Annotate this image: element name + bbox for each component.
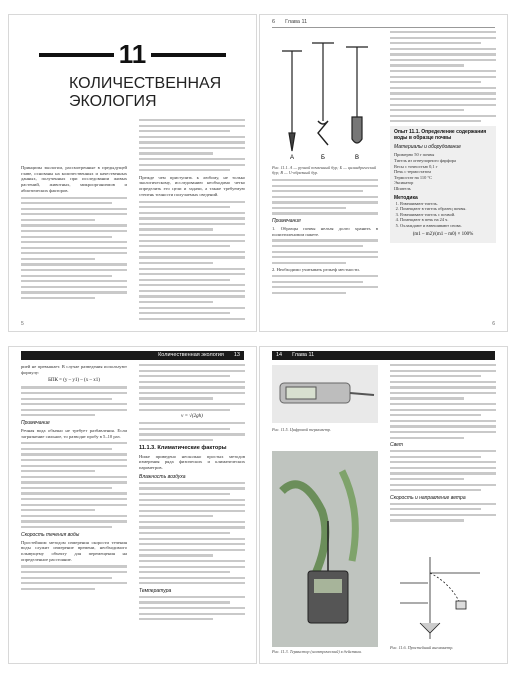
page-spread-top	[8, 14, 508, 332]
velocity-formula: v = √(2gh)	[181, 414, 203, 420]
material-item: Термостат на 110 °C	[394, 174, 433, 180]
anemometer-diagram	[390, 543, 496, 643]
header-chapter: Количественная экология	[158, 352, 224, 358]
materials-list	[394, 152, 492, 191]
material-item: Весы с точностью 0,1 г	[394, 163, 438, 169]
method-steps	[394, 201, 492, 229]
material-item: Печь с термостатом	[394, 169, 431, 175]
experiment-box	[390, 126, 496, 242]
method-step: 3. Взвешивают тигель с почвой.	[400, 212, 492, 218]
text-lines	[139, 364, 245, 411]
wind-heading: Скорость и направление ветра	[390, 494, 466, 501]
paragraph: рией не превышает. В случае разведения используют формулу:	[21, 364, 127, 375]
running-header	[272, 351, 495, 360]
text-lines	[139, 482, 245, 585]
note-item-1: 1. Образцы почвы нельзя долго хранить в полиэтиленовом пакете.	[272, 226, 378, 237]
velocity-heading: Скорость течения воды	[21, 531, 80, 538]
text-lines	[390, 450, 496, 491]
figure-caption: Рис. 11.5. Цифровой термометр.	[272, 427, 332, 432]
page14-right-column	[390, 364, 496, 525]
material-item: Эксикатор	[394, 180, 414, 186]
humidity-heading: Влажность воздуха	[139, 473, 186, 480]
experiment-title: Опыт 11.1. Определение содержания воды в образце почвы	[394, 129, 487, 142]
materials-heading: Материалы и оборудование	[394, 144, 461, 151]
header-page-number: 13	[233, 352, 240, 358]
intro-paragraph-2: Прежде чем приступить к любому, не только экологическому, исследованию необходимо четко определить его цели и задачи, а также требуемую степень точности получаемых сведений.	[139, 174, 245, 197]
chapter-title-line-2: ЭКОЛОГИЯ	[69, 93, 157, 110]
intro-paragraph: Принципы экологии, рассмотренные в предыдущей главе, основаны на количественных и качественных данных, полученных при исследовании живых растений, животных, микроорганизмов и абиотических факторов.	[21, 165, 127, 193]
method-step: 4. Помещают в печь на 24 ч.	[400, 217, 492, 223]
page-13	[8, 346, 257, 664]
text-lines	[272, 239, 378, 264]
soil-auger-figure	[272, 33, 378, 161]
svg-text:А: А	[290, 155, 295, 161]
digital-thermometer-figure	[272, 365, 378, 423]
method-step: 1. Взвешивают тигель.	[400, 201, 492, 207]
text-lines	[390, 503, 496, 522]
notes-text: Речная вода обычно не требует разбавления. Если загрязнение сильное, то разводят пробу в 5–10 раз.	[21, 427, 127, 439]
climate-text: Ниже приведено несколько простых методов измерения ряда физических и климатических параметров.	[139, 453, 245, 471]
material-item: Примерно 50 г почвы	[394, 152, 435, 158]
bod-formula: БПК = (y – y1) – (x – x1)	[48, 378, 100, 384]
notes-heading: Примечание	[21, 419, 50, 426]
header-chapter: Глава 11	[292, 352, 315, 358]
light-heading: Свет	[390, 442, 404, 449]
header-page-number: 14	[276, 352, 283, 358]
page-14	[259, 346, 508, 664]
method-step: 5. Охлаждают и взвешивают снова.	[400, 223, 492, 229]
svg-text:В: В	[355, 155, 360, 161]
page13-right-column	[139, 364, 245, 624]
text-lines	[272, 179, 378, 215]
text-lines	[21, 442, 127, 528]
chapter-title	[69, 75, 236, 111]
text-lines	[390, 31, 496, 122]
header-page-number: 6	[272, 19, 276, 25]
thermistor-photo	[272, 451, 378, 647]
page-6	[259, 14, 508, 332]
page-number: 5	[21, 321, 24, 327]
figure-caption: Рис. 11.6. Простейший анемометр.	[390, 645, 454, 650]
text-lines	[139, 201, 245, 320]
figure-caption: Рис. 11.3. Термистор (электрический) в действии.	[272, 649, 362, 654]
page6-left-column	[272, 165, 378, 297]
text-lines	[272, 275, 378, 294]
material-item: Шпатель	[394, 186, 411, 191]
chapter-title-line-1: КОЛИЧЕСТВЕННАЯ	[69, 75, 222, 92]
running-header	[272, 19, 495, 28]
note-item-2: 2. Необходимо учитывать рельеф местности.	[272, 267, 360, 273]
text-lines	[390, 364, 496, 439]
chapter-opener-page	[8, 14, 257, 332]
velocity-text: Простейшим методом измерения скорости течения воды служит измерение времени, необходимого плывущему объекту для перемещения на определенное расстояние.	[21, 539, 127, 562]
page13-left-column	[21, 364, 127, 593]
temperature-heading: Температура	[139, 587, 172, 594]
notes-heading: Примечания	[272, 218, 301, 225]
page-number: 6	[492, 321, 495, 327]
material-item: Тигель из огнеупорного фарфора	[394, 158, 456, 164]
running-header	[21, 351, 244, 360]
climate-heading: 11.1.3. Климатические факторы	[139, 445, 227, 452]
svg-text:Б: Б	[321, 155, 325, 161]
page-spread-bottom	[8, 346, 508, 664]
text-lines	[139, 422, 245, 441]
figure-caption: Рис. 11.1. А — ручной почвенный бур; Б — цилиндрический бур; В — U-образный бур.	[272, 165, 377, 175]
text-lines	[139, 119, 245, 171]
text-lines	[139, 596, 245, 621]
water-content-formula: (m1 – m2)/(m1 – m0) × 100%	[412, 231, 474, 237]
text-lines	[21, 386, 127, 416]
opener-right-column	[139, 119, 245, 323]
page6-right-column	[390, 31, 496, 243]
text-lines	[21, 565, 127, 590]
method-heading: Методика	[394, 194, 418, 201]
header-chapter: Глава 11	[285, 19, 308, 25]
opener-left-column	[21, 165, 127, 303]
method-step: 2. Помещают в тигель образец почвы.	[400, 206, 492, 212]
chapter-number: 11	[9, 39, 256, 70]
text-lines	[21, 197, 127, 300]
